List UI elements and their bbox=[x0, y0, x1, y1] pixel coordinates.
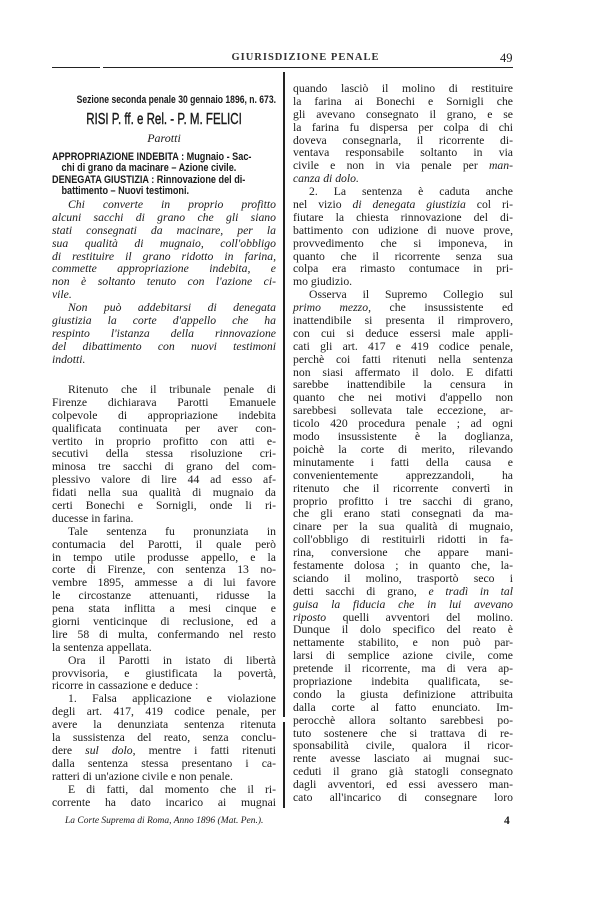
text-line: alcuni sacchi di grano che gli siano bbox=[52, 210, 276, 224]
text-line: giorni venticinque di reclusione, ed a bbox=[52, 615, 276, 629]
italic-text: primo mezzo bbox=[293, 301, 369, 315]
italic-text: canza di dolo. bbox=[293, 172, 359, 186]
text-line: convenientemente apprezzandoli, ha bbox=[293, 468, 513, 482]
text-line: in tempo utile produsse appello, e la bbox=[52, 550, 276, 564]
text-line: rente avesse lasciato ai mugnai suc- bbox=[293, 752, 513, 766]
text-line: di restituire il grano ridotto in farina, bbox=[52, 249, 276, 263]
text-line: provvedimento che si imponeva, in bbox=[293, 236, 513, 250]
text-line: del dibattimento con nuovi testimoni bbox=[52, 339, 276, 353]
text-line: 2. La sentenza è caduta anche bbox=[309, 185, 513, 199]
text-line: le circostanze attenuanti, ridusse la bbox=[52, 589, 276, 603]
text-line: E di fatti, dal momento che il ri- bbox=[68, 782, 276, 796]
text-line: Non può addebitarsi di denegata bbox=[68, 301, 276, 315]
running-title: GIURISDIZIONE PENALE bbox=[231, 52, 380, 63]
text-line: minutamente i fatti della causa e bbox=[293, 455, 513, 469]
text-line: sarebbe inattendibile la censura in bbox=[293, 378, 513, 392]
text-line: sarebbesi sollevata tale eccezione, ar- bbox=[293, 404, 513, 418]
text-segment: civile e non in via penale per bbox=[293, 159, 489, 173]
text-line: lire 58 di multa, confermando nel resto bbox=[52, 627, 276, 641]
paragraph bbox=[52, 655, 276, 694]
text-line: Dunque il dolo specifico del reato è bbox=[293, 623, 513, 637]
text-line: corrente ha dato incarico ai mugnai bbox=[52, 795, 276, 809]
text-line: sponsabilità civile, qualora il ricor- bbox=[293, 739, 513, 753]
judges-line: RISI P. ff. e Rel. - P. M. FELICI bbox=[86, 111, 242, 128]
text-line: quando lasciò il molino di restituire bbox=[293, 82, 513, 95]
text-line: contumacia del Parotti, il quale però bbox=[52, 537, 276, 551]
text-line: degli art. 417, 419 codice penale, per bbox=[52, 705, 276, 719]
text-line: colpevole di appropriazione indebita bbox=[52, 408, 276, 422]
text-line: pretende il ricorrente, ma di vera ap- bbox=[293, 662, 513, 676]
text-line: rina, conversione che appare mani- bbox=[293, 546, 513, 560]
paragraph bbox=[293, 186, 513, 289]
text-segment: , mentre i fatti ritenuti bbox=[132, 743, 276, 757]
text-segment: detti sacchi di grano, bbox=[293, 584, 429, 598]
header-rule-short bbox=[52, 67, 100, 68]
text-line: sciando il molino, trasportò seco i bbox=[293, 571, 513, 585]
text-line: provvisoria, e giustificata la povertà, bbox=[52, 666, 276, 680]
text-line: nettamente stabilito, e non può par- bbox=[293, 636, 513, 650]
text-segment: , che insussistente ed bbox=[368, 301, 513, 315]
paragraph bbox=[293, 289, 513, 805]
text-line: mo giudizio. bbox=[293, 275, 353, 289]
text-line: la sentenza appellata. bbox=[52, 640, 152, 654]
text-line: gli avevano consegnato il grano, e se bbox=[293, 107, 513, 121]
text-line: battimento con udizione di nuove prove, bbox=[293, 223, 513, 237]
text-line: fiutare la chiesta rinnovazione del di- bbox=[293, 210, 513, 224]
text-line: ratteri di un'azione civile e non penale. bbox=[52, 769, 233, 783]
footer-source: La Corte Suprema di Roma, Anno 1896 (Mat. Pen.). bbox=[65, 816, 264, 826]
text-line bbox=[52, 745, 276, 758]
text-line: vertito in proprio profitto con atti e- bbox=[52, 434, 276, 448]
text-line: la farina ai Bonechi e Sornigli che bbox=[293, 94, 513, 108]
text-line: vile. bbox=[52, 288, 72, 302]
text-line: ceduti il grano già statogli consegnato bbox=[293, 765, 513, 779]
text-line: cinare per la sua qualità di mugnaio, bbox=[293, 520, 513, 534]
text-line: commette appropriazione indebita, e bbox=[52, 262, 276, 276]
column-divider-lower bbox=[283, 722, 285, 808]
text-line: propriazione indebita qualificata, se- bbox=[293, 674, 513, 688]
court-section-heading: Sezione seconda penale 30 gennaio 1896, n. 673. bbox=[76, 94, 276, 106]
subject-line: APPROPRIAZIONE INDEBITA : Mugnaio - Sac- bbox=[52, 151, 252, 163]
text-line: con cui si deduce essersi male appli- bbox=[293, 326, 513, 340]
page-number: 49 bbox=[500, 51, 513, 65]
text-line: ducesse in farina. bbox=[52, 511, 134, 525]
text-line: stati consegnati da macinare, per la bbox=[52, 223, 276, 237]
text-line: la farina fu dispersa per colpa di chi bbox=[293, 120, 513, 134]
text-line: ticolo 420 procedura penale ; ad ogni bbox=[293, 417, 513, 431]
paragraph bbox=[52, 693, 276, 783]
text-line: ricorre in cassazione e deduce : bbox=[52, 679, 199, 693]
italic-text: riposto bbox=[293, 610, 327, 624]
subject-line: battimento – Nuovi testimoni. bbox=[61, 185, 190, 198]
text-line: plessivo valore di lire 44 ad esso af- bbox=[52, 473, 276, 487]
header-rule bbox=[103, 67, 513, 68]
text-line: la sussistenza del reato, senza conclu- bbox=[52, 731, 276, 745]
text-line: quanto che il ricorrente senza sua bbox=[293, 249, 513, 263]
text-line: corte di Firenze, con sentenza 13 no- bbox=[52, 563, 276, 577]
signature-mark: 4 bbox=[504, 815, 510, 827]
paragraph bbox=[293, 83, 513, 186]
text-line: Chi converte in proprio profitto bbox=[68, 198, 276, 211]
text-line: minosa tre sacchi di grano del com- bbox=[52, 460, 276, 474]
text-line: vembre 1895, ammesse a di lui favore bbox=[52, 576, 276, 590]
text-line: coll'obbligo di restituirli ridotti in fa- bbox=[293, 533, 513, 547]
text-line: sua qualità di mugnaio, coll'obbligo bbox=[52, 236, 276, 250]
subject-line: chi di grano da macinare – Azione civile. bbox=[61, 162, 237, 175]
text-segment: nel vizio bbox=[293, 198, 353, 212]
text-line: pena stata inflitta a mesi cinque e bbox=[52, 602, 276, 616]
text-line bbox=[293, 199, 513, 212]
text-line: doveva consegnarla, il ricorrente di- bbox=[293, 133, 513, 147]
text-line: Ritenuto che il tribunale penale di bbox=[68, 383, 276, 396]
text-line: proprio profitto i tre sacchi di grano, bbox=[293, 494, 513, 508]
text-segment: quelli avventori del molino. bbox=[326, 610, 513, 624]
text-line: modo insussistente è la doglianza, bbox=[293, 430, 513, 444]
text-line: dagli avventori, ed essi avessero man- bbox=[293, 778, 513, 792]
text-line: indotti. bbox=[52, 352, 86, 366]
italic-text: man- bbox=[488, 159, 513, 173]
paragraph bbox=[52, 526, 276, 655]
text-line: colpa era rimasto contumace in pri- bbox=[293, 262, 513, 276]
text-line: Firenze dichiarava Parotti Emanuele bbox=[52, 395, 276, 409]
text-line: Ora il Parotti in istato di libertà bbox=[68, 653, 276, 667]
text-line: dalla sentenza stessa presentano i ca- bbox=[52, 756, 276, 770]
text-line: perchè coi fatti ritenuti nella sentenza bbox=[293, 352, 513, 366]
text-line: Osserva il Supremo Collegio sul bbox=[309, 288, 513, 302]
paragraph bbox=[52, 784, 276, 810]
right-column-body bbox=[293, 83, 513, 805]
text-line: condo la giusta definizione attribuita bbox=[293, 687, 513, 701]
text-line: dalla corte al fatto enunciato. Im- bbox=[293, 700, 513, 714]
text-line: secutivi della stessa risoluzione cri- bbox=[52, 447, 276, 461]
paragraph bbox=[52, 302, 276, 366]
text-line: cati gli art. 417 e 419 codice penale, bbox=[293, 339, 513, 353]
text-line: inattendibile si presenta il rimprovero, bbox=[293, 314, 513, 328]
italic-text: sul dolo bbox=[85, 743, 133, 757]
text-line: tuto sostenere che si trattava di re- bbox=[293, 726, 513, 740]
text-line: larsi di semplice azione civile, come bbox=[293, 649, 513, 663]
text-line: certi Bonechi e Sornigli, onde li ri- bbox=[52, 499, 276, 513]
text-line: Tale sentenza fu pronunziata in bbox=[68, 524, 276, 538]
italic-text: di denegata giustizia bbox=[352, 198, 466, 212]
text-line: 1. Falsa applicazione e violazione bbox=[68, 692, 276, 706]
italic-text: guisa la fiducia che in lui avevano bbox=[293, 597, 513, 611]
text-line: cato all'incarico di consegnare loro bbox=[293, 790, 513, 804]
text-line: fidati nella sua qualità di mugnaio da bbox=[52, 486, 276, 500]
text-line: avere la denunziata sentenza ritenuta bbox=[52, 718, 276, 732]
text-line: ritenuto che il ricorrente convertì in bbox=[293, 481, 513, 495]
text-line: qualificata continuata per aver con- bbox=[52, 421, 276, 435]
party-name: Parotti bbox=[147, 131, 181, 145]
text-line: quanto che nei motivi d'appello non bbox=[293, 391, 513, 405]
text-segment: dere bbox=[52, 743, 86, 757]
text-line: respinto l'istanza della rinnovazione bbox=[52, 326, 276, 340]
paragraph bbox=[52, 199, 276, 302]
subject-headings bbox=[52, 152, 278, 198]
text-segment: col ri- bbox=[465, 198, 513, 212]
text-line: ventava responsabile soltanto in via bbox=[293, 146, 513, 160]
text-line: poichè la corte di merito, rilevando bbox=[293, 442, 513, 456]
text-line: che gli erano stati consegnati da ma- bbox=[293, 507, 513, 521]
text-line: non siasi affermato il dolo. E difatti bbox=[293, 365, 513, 379]
paragraph bbox=[52, 384, 276, 526]
text-line: festamente dolosa ; in quanto che, la- bbox=[293, 558, 513, 572]
text-line: giustizia la corte d'appello che ha bbox=[52, 314, 276, 328]
column-divider bbox=[283, 72, 285, 717]
text-line: non è soltanto tenuto con l'azione ci- bbox=[52, 275, 276, 289]
subject-line: DENEGATA GIUSTIZIA : Rinnovazione del di- bbox=[52, 173, 246, 186]
text-line: perocchè allora soltanto sarebbesi po- bbox=[293, 713, 513, 727]
maxims bbox=[52, 199, 276, 367]
left-column-body bbox=[52, 384, 276, 809]
italic-text: e tradì in tal bbox=[428, 584, 513, 598]
